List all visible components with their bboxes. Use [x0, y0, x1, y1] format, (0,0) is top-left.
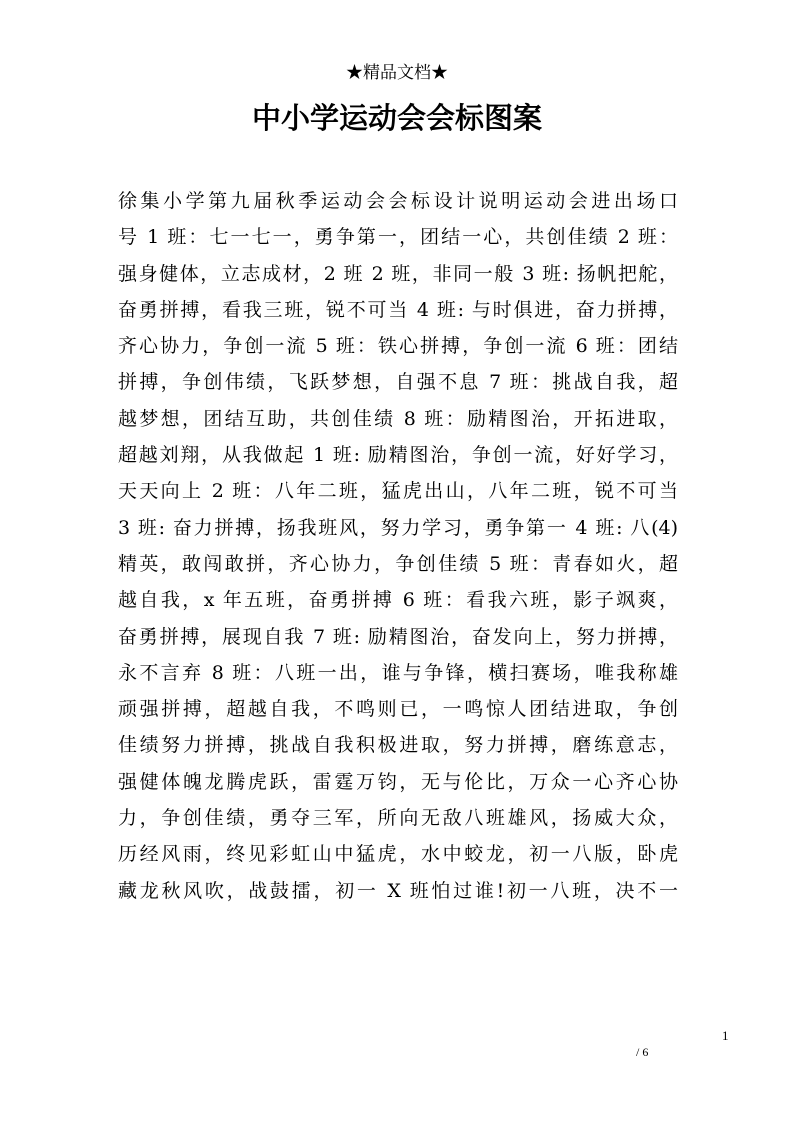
body-line: 天天向上 2 班：八年二班，猛虎出山，八年二班，锐不可当 — [118, 480, 678, 503]
body-line: 强健体魄龙腾虎跃，雷霆万钧，无与伦比，万众一心齐心协 — [118, 770, 678, 793]
body-line: 号 1 班：七一七一，勇争第一，团结一心，共创佳绩 2 班： — [118, 226, 678, 249]
body-line: 越梦想，团结互助，共创佳绩 8 班：励精图治，开拓进取， — [118, 407, 678, 430]
body-line: 越自我，x 年五班，奋勇拼搏 6 班：看我六班，影子飒爽， — [118, 589, 678, 612]
page-number: 1 — [722, 1028, 729, 1043]
body-line: 藏龙秋风吹，战鼓擂，初一 X 班怕过谁!初一八班，决不一 — [118, 879, 678, 902]
document-title: 中小学运动会会标图案 — [251, 101, 542, 135]
body-line: 强身健体，立志成材，2 班 2 班，非同一般 3 班: 扬帆把舵， — [118, 262, 678, 285]
body-line: 拼搏，争创伟绩，飞跃梦想，自强不息 7 班：挑战自我，超 — [118, 371, 678, 394]
body-paragraph — [118, 183, 678, 909]
body-line: 3 班: 奋力拼搏，扬我班风，努力学习，勇争第一 4 班: 八(4) — [118, 516, 678, 539]
body-line: 历经风雨，终见彩虹山中猛虎，水中蛟龙，初一八版，卧虎 — [118, 843, 678, 866]
body-line: 齐心协力，争创一流 5 班：铁心拼搏，争创一流 6 班：团结 — [118, 335, 678, 358]
body-line: 顽强拼搏，超越自我，不鸣则已，一鸣惊人团结进取，争创 — [118, 698, 678, 721]
body-line: 奋勇拼搏，看我三班，锐不可当 4 班: 与时俱进，奋力拼搏， — [118, 298, 678, 321]
body-line: 精英，敢闯敢拼，齐心协力，争创佳绩 5 班：青春如火，超 — [118, 552, 678, 575]
body-line: 永不言弃 8 班：八班一出，谁与争锋，横扫赛场，唯我称雄 — [118, 661, 678, 684]
body-line: 力，争创佳绩，勇夺三军，所向无敌八班雄风，扬威大众， — [118, 807, 678, 830]
quality-badge: ★精品文档★ — [346, 63, 448, 83]
page-total: / 6 — [636, 1045, 649, 1059]
body-line: 超越刘翔，从我做起 1 班: 励精图治，争创一流，好好学习， — [118, 444, 678, 467]
body-line: 奋勇拼搏，展现自我 7 班: 励精图治，奋发向上，努力拼搏， — [118, 625, 678, 648]
body-line: 佳绩努力拼搏，挑战自我积极进取，努力拼搏，磨练意志， — [118, 734, 678, 757]
body-line: 徐集小学第九届秋季运动会会标设计说明运动会进出场口 — [118, 190, 678, 212]
